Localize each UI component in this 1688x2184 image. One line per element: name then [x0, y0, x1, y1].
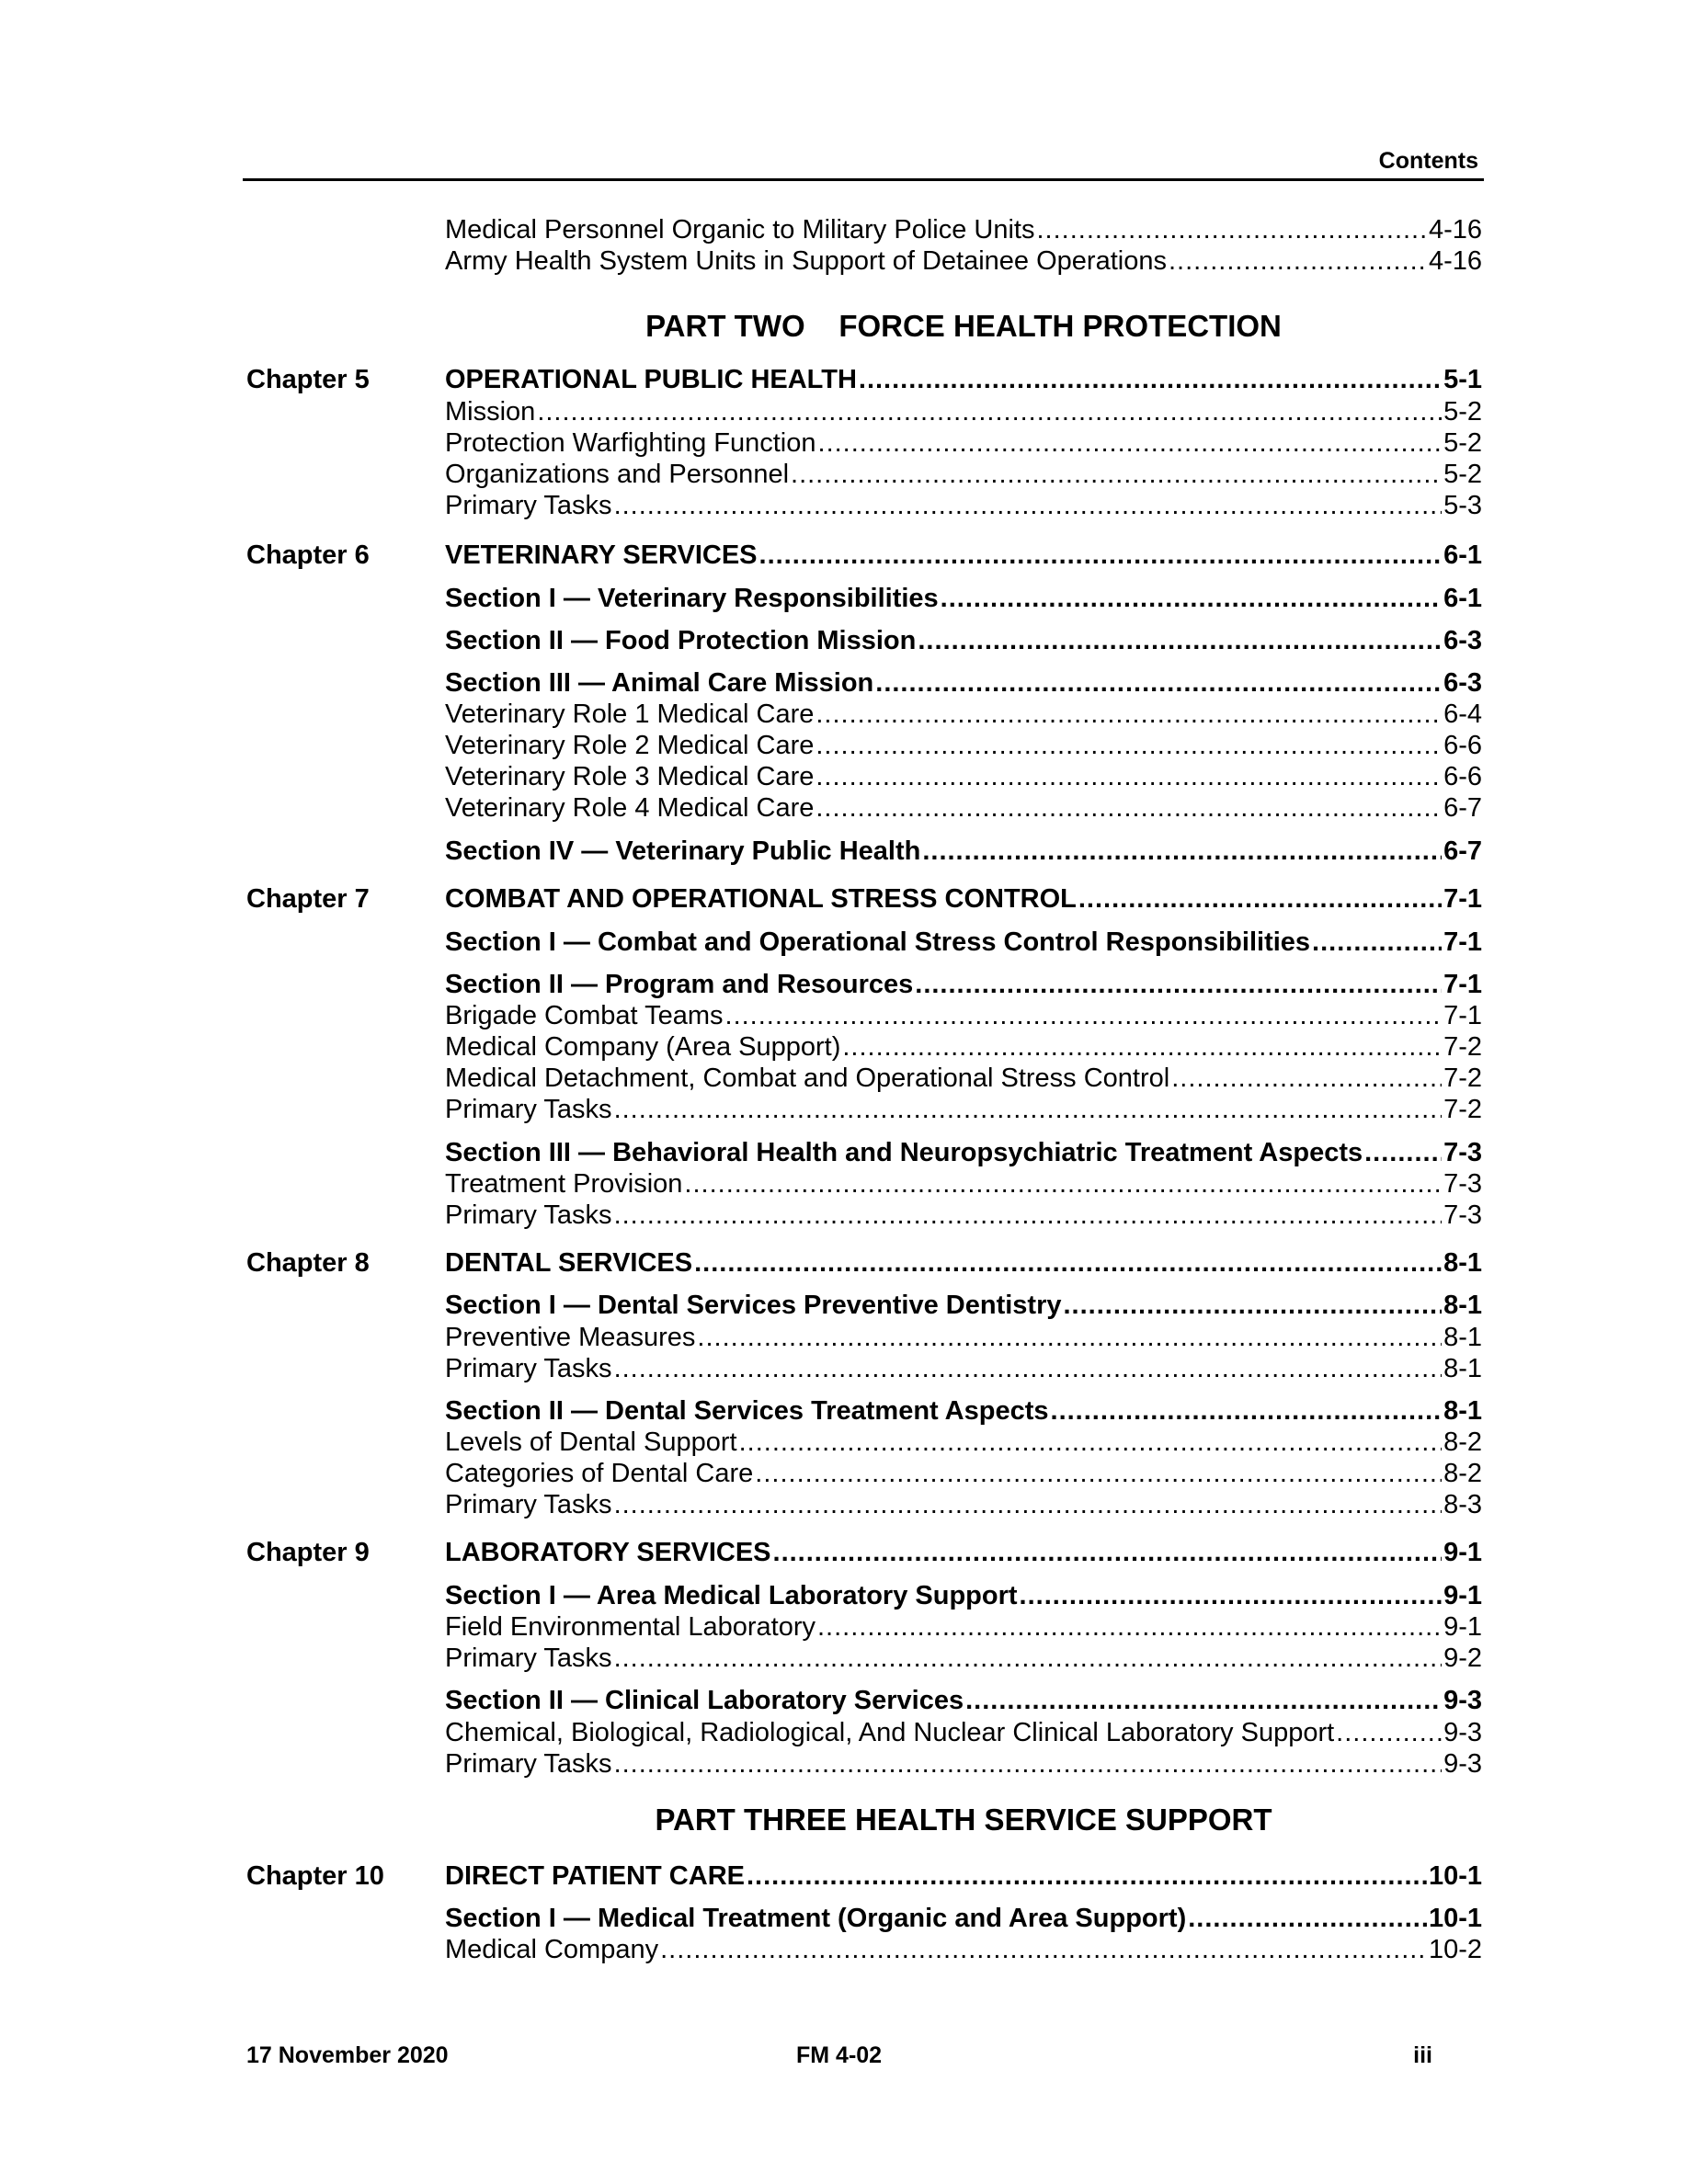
toc-entry-title: Veterinary Role 3 Medical Care	[445, 762, 815, 791]
toc-entry-title: VETERINARY SERVICES	[445, 540, 758, 570]
toc-entry-title: Brigade Combat Teams	[445, 1001, 724, 1030]
toc-heading-entry[interactable]	[445, 1860, 1482, 1892]
toc-entry-title: Section II — Dental Services Treatment Aspects	[445, 1396, 1049, 1426]
toc-entry-page: 6-3	[1443, 668, 1482, 698]
toc-entry-page: 9-2	[1443, 1644, 1482, 1673]
toc-entry-page: 9-3	[1443, 1686, 1482, 1715]
dot-leader	[694, 1247, 1442, 1279]
toc-entry-title: Section II — Program and Resources	[445, 970, 914, 999]
page-header	[243, 142, 1484, 181]
toc-entry-page: 6-1	[1443, 584, 1482, 613]
dot-leader	[1364, 1137, 1442, 1168]
dot-leader	[1051, 1395, 1443, 1427]
toc-entry-title: Chemical, Biological, Radiological, And Nuclear Clinical Laboratory Support	[445, 1718, 1335, 1747]
dot-leader	[922, 836, 1442, 867]
dot-leader	[537, 396, 1442, 427]
toc-entry-title: Section I — Dental Services Preventive Dentistry	[445, 1291, 1062, 1320]
dot-leader	[1064, 1290, 1443, 1321]
toc-entry[interactable]	[445, 1717, 1482, 1748]
toc-entry[interactable]	[445, 1458, 1482, 1489]
dot-leader	[614, 1643, 1443, 1674]
toc-entry-title: Section III — Animal Care Mission	[445, 668, 874, 698]
toc-entry[interactable]	[445, 1200, 1482, 1231]
dot-leader	[818, 427, 1443, 459]
toc-entry[interactable]	[445, 1934, 1482, 1965]
toc-heading-entry[interactable]	[445, 667, 1482, 699]
toc-entry-page: 7-2	[1443, 1032, 1482, 1062]
toc-heading-entry[interactable]	[445, 1137, 1482, 1168]
dot-leader	[739, 1427, 1442, 1458]
toc-entry-page: 6-4	[1443, 700, 1482, 729]
dot-leader	[614, 1200, 1443, 1231]
chapter-label: Chapter 9	[246, 1538, 370, 1567]
toc-entry[interactable]	[445, 459, 1482, 490]
dot-leader	[1188, 1903, 1427, 1934]
toc-heading-entry[interactable]	[445, 1537, 1482, 1568]
dot-leader	[815, 730, 1442, 761]
dot-leader	[815, 792, 1442, 824]
toc-entry[interactable]	[445, 1353, 1482, 1384]
toc-entry-title: Field Environmental Laboratory	[445, 1612, 815, 1642]
toc-entry-page: 5-3	[1443, 491, 1482, 520]
toc-entry-page: 10-1	[1428, 1861, 1482, 1891]
toc-entry-page: 7-3	[1443, 1200, 1482, 1230]
footer-date: 17 November 2020	[246, 2042, 449, 2068]
toc-entry-title: Section I — Veterinary Responsibilities	[445, 584, 939, 613]
part-heading: PART TWO FORCE HEALTH PROTECTION	[645, 309, 1282, 343]
toc-entry-page: 10-2	[1428, 1935, 1482, 1964]
chapter-label: Chapter 6	[246, 540, 370, 570]
toc-entry-title: Section I — Medical Treatment (Organic and Area Support)	[445, 1904, 1187, 1933]
toc-heading-entry[interactable]	[445, 969, 1482, 1000]
toc-heading-entry[interactable]	[445, 540, 1482, 571]
toc-heading-entry[interactable]	[445, 1903, 1482, 1934]
toc-heading-entry[interactable]	[445, 1290, 1482, 1321]
dot-leader	[1036, 214, 1426, 245]
toc-entry-title: Section II — Food Protection Mission	[445, 626, 917, 655]
toc-entry-page: 7-1	[1443, 1001, 1482, 1030]
toc-entry-title: Primary Tasks	[445, 1749, 612, 1779]
chapter-label: Chapter 10	[246, 1861, 384, 1891]
toc-entry-title: Army Health System Units in Support of Detainee Operations	[445, 246, 1167, 276]
dot-leader	[614, 1489, 1443, 1520]
toc-entry-title: Primary Tasks	[445, 1490, 612, 1519]
toc-entry[interactable]	[445, 1063, 1482, 1094]
toc-entry-page: 7-2	[1443, 1064, 1482, 1093]
toc-entry-page: 5-2	[1443, 397, 1482, 427]
toc-entry-title: DENTAL SERVICES	[445, 1248, 693, 1278]
toc-entry-page: 8-1	[1443, 1354, 1482, 1383]
toc-entry[interactable]	[445, 1031, 1482, 1063]
toc-entry-page: 9-1	[1443, 1612, 1482, 1642]
dot-leader	[941, 583, 1442, 614]
toc-entry-page: 4-16	[1428, 215, 1482, 245]
dot-leader	[725, 1000, 1443, 1031]
dot-leader	[817, 1611, 1442, 1643]
dot-leader	[614, 1353, 1443, 1384]
dot-leader	[965, 1685, 1442, 1716]
toc-entry-title: Preventive Measures	[445, 1323, 696, 1352]
dot-leader	[1171, 1063, 1442, 1094]
toc-entry-page: 6-6	[1443, 762, 1482, 791]
toc-entry-page: 9-3	[1443, 1749, 1482, 1779]
toc-entry-page: 5-2	[1443, 460, 1482, 489]
toc-entry-title: Primary Tasks	[445, 1095, 612, 1124]
toc-entry-title: Treatment Provision	[445, 1169, 683, 1199]
toc-entry-page: 8-1	[1443, 1248, 1482, 1278]
dot-leader	[747, 1860, 1427, 1892]
toc-entry[interactable]	[445, 214, 1482, 245]
dot-leader	[684, 1168, 1442, 1200]
chapter-label: Chapter 7	[246, 884, 370, 914]
toc-entry-page: 8-2	[1443, 1428, 1482, 1457]
toc-entry-page: 10-1	[1428, 1904, 1482, 1933]
toc-entry-page: 8-2	[1443, 1459, 1482, 1488]
toc-entry-page: 6-3	[1443, 626, 1482, 655]
toc-entry-title: Categories of Dental Care	[445, 1459, 754, 1488]
dot-leader	[842, 1031, 1442, 1063]
dot-leader	[1336, 1717, 1442, 1748]
dot-leader	[859, 364, 1442, 395]
toc-entry-page: 4-16	[1428, 246, 1482, 276]
toc-entry-title: Section IV — Veterinary Public Health	[445, 836, 921, 866]
toc-entry-title: Primary Tasks	[445, 1200, 612, 1230]
toc-entry[interactable]	[445, 1643, 1482, 1674]
toc-entry-page: 6-7	[1443, 836, 1482, 866]
toc-entry[interactable]	[445, 730, 1482, 761]
toc-entry-page: 7-3	[1443, 1138, 1482, 1167]
dot-leader	[759, 540, 1443, 571]
toc-entry[interactable]	[445, 1000, 1482, 1031]
chapter-label: Chapter 5	[246, 365, 370, 394]
dot-leader	[915, 969, 1442, 1000]
dot-leader	[815, 699, 1442, 730]
toc-entry-title: Mission	[445, 397, 536, 427]
toc-entry-title: Organizations and Personnel	[445, 460, 790, 489]
toc-entry-title: Section I — Area Medical Laboratory Support	[445, 1581, 1018, 1610]
page-footer	[246, 2042, 1432, 2074]
footer-document-number: FM 4-02	[796, 2042, 883, 2068]
dot-leader	[697, 1322, 1442, 1353]
footer-page-number: iii	[1413, 2042, 1432, 2068]
toc-entry-page: 5-1	[1443, 365, 1482, 394]
toc-entry-page: 7-1	[1443, 884, 1482, 914]
toc-entry[interactable]	[445, 1489, 1482, 1520]
dot-leader	[1169, 245, 1427, 277]
toc-entry-title: LABORATORY SERVICES	[445, 1538, 771, 1567]
toc-heading-entry[interactable]	[445, 583, 1482, 614]
toc-entry-title: Section III — Behavioral Health and Neuropsychiatric Treatment Aspects	[445, 1138, 1363, 1167]
toc-entry-title: OPERATIONAL PUBLIC HEALTH	[445, 365, 857, 394]
toc-entry[interactable]	[445, 1168, 1482, 1200]
toc-entry-page: 6-7	[1443, 793, 1482, 823]
toc-entry-page: 8-1	[1443, 1396, 1482, 1426]
toc-entry-title: Veterinary Role 2 Medical Care	[445, 731, 815, 760]
toc-entry-page: 8-3	[1443, 1490, 1482, 1519]
toc-entry[interactable]	[445, 699, 1482, 730]
toc-entry[interactable]	[445, 1611, 1482, 1643]
toc-entry-page: 9-3	[1443, 1718, 1482, 1747]
toc-entry-title: Medical Company (Area Support)	[445, 1032, 841, 1062]
part-heading: PART THREE HEALTH SERVICE SUPPORT	[655, 1803, 1272, 1837]
toc-entry-title: Primary Tasks	[445, 1644, 612, 1673]
toc-entry-page: 6-6	[1443, 731, 1482, 760]
dot-leader	[614, 490, 1443, 521]
toc-entry[interactable]	[445, 1094, 1482, 1125]
dot-leader	[875, 667, 1442, 699]
header-title: Contents	[1378, 148, 1478, 174]
toc-entry-title: Veterinary Role 4 Medical Care	[445, 793, 815, 823]
toc-entry[interactable]	[445, 490, 1482, 521]
toc-entry-page: 8-1	[1443, 1291, 1482, 1320]
toc-entry-title: Medical Personnel Organic to Military Police Units	[445, 215, 1035, 245]
toc-entry-title: Section II — Clinical Laboratory Services	[445, 1686, 964, 1715]
toc-entry-page: 7-1	[1443, 927, 1482, 957]
toc-entry-page: 7-3	[1443, 1169, 1482, 1199]
toc-entry[interactable]	[445, 792, 1482, 824]
dot-leader	[773, 1537, 1443, 1568]
toc-entry-page: 9-1	[1443, 1538, 1482, 1567]
toc-entry-title: COMBAT AND OPERATIONAL STRESS CONTROL	[445, 884, 1077, 914]
toc-entry-page: 7-1	[1443, 970, 1482, 999]
toc-entry-title: Protection Warfighting Function	[445, 428, 816, 458]
toc-entry-page: 7-2	[1443, 1095, 1482, 1124]
dot-leader	[614, 1094, 1443, 1125]
toc-entry-title: Primary Tasks	[445, 491, 612, 520]
toc-entry[interactable]	[445, 1427, 1482, 1458]
toc-entry[interactable]	[445, 396, 1482, 427]
dot-leader	[1078, 883, 1442, 915]
dot-leader	[815, 761, 1442, 792]
dot-leader	[791, 459, 1442, 490]
toc-heading-entry[interactable]	[445, 883, 1482, 915]
toc-heading-entry[interactable]	[445, 364, 1482, 395]
toc-heading-entry[interactable]	[445, 1580, 1482, 1611]
toc-heading-entry[interactable]	[445, 625, 1482, 656]
toc-heading-entry[interactable]	[445, 1395, 1482, 1427]
toc-entry-page: 9-1	[1443, 1581, 1482, 1610]
toc-heading-entry[interactable]	[445, 836, 1482, 867]
toc-entry-title: Veterinary Role 1 Medical Care	[445, 700, 815, 729]
toc-entry[interactable]	[445, 1322, 1482, 1353]
toc-heading-entry[interactable]	[445, 1685, 1482, 1716]
toc-entry[interactable]	[445, 761, 1482, 792]
toc-heading-entry[interactable]	[445, 927, 1482, 958]
dot-leader	[1312, 927, 1442, 958]
toc-entry-title: Medical Detachment, Combat and Operational Stress Control	[445, 1064, 1170, 1093]
toc-entry-title: Primary Tasks	[445, 1354, 612, 1383]
toc-entry-page: 6-1	[1443, 540, 1482, 570]
dot-leader	[918, 625, 1442, 656]
toc-entry-title: Medical Company	[445, 1935, 659, 1964]
toc-entry[interactable]	[445, 1748, 1482, 1780]
toc-entry-title: Section I — Combat and Operational Stress Control Responsibilities	[445, 927, 1311, 957]
chapter-label: Chapter 8	[246, 1248, 370, 1278]
toc-heading-entry[interactable]	[445, 1247, 1482, 1279]
dot-leader	[755, 1458, 1442, 1489]
toc-entry-title: DIRECT PATIENT CARE	[445, 1861, 745, 1891]
dot-leader	[1020, 1580, 1443, 1611]
toc-entry-page: 5-2	[1443, 428, 1482, 458]
dot-leader	[614, 1748, 1443, 1780]
toc-entry[interactable]	[445, 427, 1482, 459]
toc-entry-page: 8-1	[1443, 1323, 1482, 1352]
toc-entry[interactable]	[445, 245, 1482, 277]
dot-leader	[660, 1934, 1427, 1965]
toc-entry-title: Levels of Dental Support	[445, 1428, 737, 1457]
